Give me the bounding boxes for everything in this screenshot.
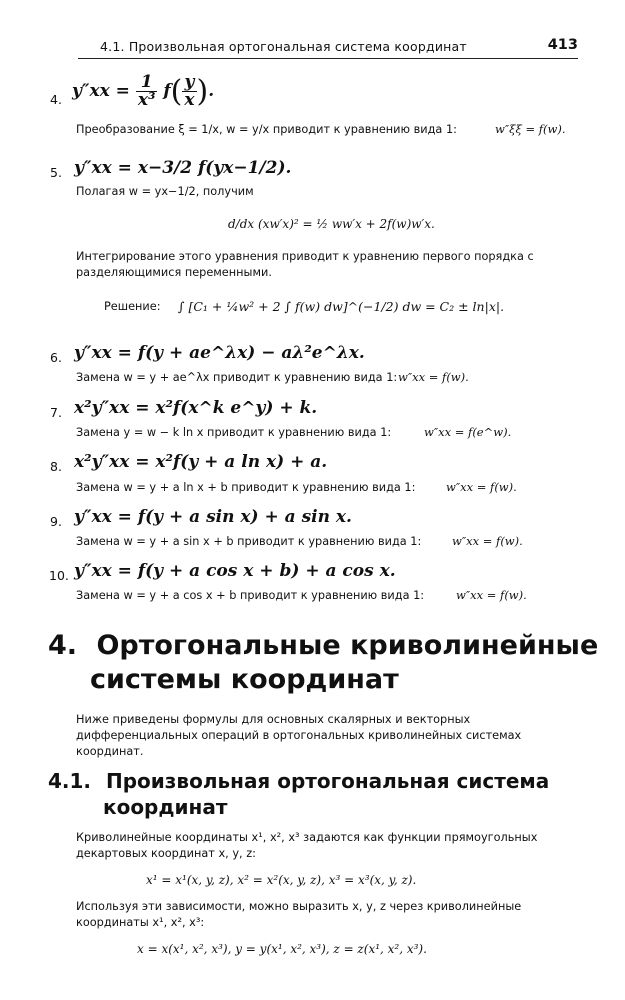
paragraph: Интегрирование этого уравнения приводит к уравнению первого порядка с разделяющимися переменными. <box>76 250 534 279</box>
reduced-equation: w″xx = f(w). <box>456 588 527 602</box>
substitution-note: Преобразование ξ = 1/x, w = y/x приводит к уравнению вида 1: <box>76 123 457 136</box>
reduced-equation: w″xx = f(w). <box>398 370 469 384</box>
substitution-note: Замена w = y + ae^λx приводит к уравнению вида 1: <box>76 371 398 384</box>
inner-fraction <box>182 74 196 109</box>
equation-7: x²y″xx = x²f(x^k e^y) + k. <box>74 398 318 418</box>
substitution-note: Замена w = y + a cos x + b приводит к уравнению вида 1: <box>76 589 425 602</box>
equation-5: y″xx = x−3/2 f(yx−1/2). <box>74 158 292 178</box>
reduced-equation: w″xx = f(e^w). <box>424 425 512 439</box>
substitution-note: Замена w = y + a sin x + b приводит к уравнению вида 1: <box>76 535 422 548</box>
equation-4 <box>72 74 214 118</box>
fraction <box>136 74 158 109</box>
section-title-line-2: координат <box>103 795 228 819</box>
running-header-title: 4.1. Произвольная ортогональная система координат <box>100 39 467 54</box>
paragraph: Криволинейные координаты x¹, x², x³ задаются как функции прямоугольных декартовых координат x, y, z: <box>76 831 538 860</box>
paragraph: Используя эти зависимости, можно выразить x, y, z через криволинейные координаты x¹, x², x³: <box>76 900 522 929</box>
equation-number: 4. <box>50 92 62 107</box>
section-number: 4.1. <box>48 769 92 793</box>
chapter-title-line-1: Ортогональные криволинейные <box>96 630 599 661</box>
inner-denominator: x <box>184 90 195 110</box>
equation-6: y″xx = f(y + ae^λx) − aλ²e^λx. <box>74 343 365 363</box>
equation-number: 8. <box>50 459 62 474</box>
right-paren: ) <box>196 74 209 109</box>
chapter-number: 4. <box>48 630 78 661</box>
reduced-equation: w″xx = f(w). <box>446 480 517 494</box>
running-header <box>78 38 578 59</box>
reduced-equation: w″ξξ = f(w). <box>495 122 566 136</box>
function-symbol: f <box>163 81 171 101</box>
inner-numerator: y <box>184 72 195 92</box>
left-paren: ( <box>170 74 183 109</box>
substitution-note: Полагая w = yx−1/2, получим <box>76 185 254 198</box>
equation-10: y″xx = f(y + a cos x + b) + a cos x. <box>74 561 396 581</box>
page-number: 413 <box>547 37 578 53</box>
equation-8: x²y″xx = x²f(y + a ln x) + a. <box>74 452 328 472</box>
fraction-denominator: x³ <box>137 90 156 110</box>
substitution-note: Замена w = y + a ln x + b приводит к уравнению вида 1: <box>76 481 416 494</box>
inverse-coordinate-functions: x = x(x¹, x², x³), y = y(x¹, x², x³), z = z(x¹, x², x³). <box>137 942 427 956</box>
equation-number: 6. <box>50 350 62 365</box>
equation-number: 7. <box>50 405 62 420</box>
coordinate-functions: x¹ = x¹(x, y, z), x² = x²(x, y, z), x³ = x³(x, y, z). <box>146 873 417 887</box>
fraction-numerator: 1 <box>140 72 153 92</box>
equation-lhs: y″xx = <box>72 81 130 101</box>
chapter-intro: Ниже приведены формулы для основных скалярных и векторных дифференциальных операций в ортогональных криволинейных системах координат. <box>76 713 522 758</box>
equation-number: 9. <box>50 514 62 529</box>
reduced-equation: w″xx = f(w). <box>452 534 523 548</box>
chapter-heading <box>48 629 598 663</box>
section-heading <box>48 768 549 794</box>
chapter-title-line-2: системы координат <box>90 664 399 695</box>
equation-9: y″xx = f(y + a sin x) + a sin x. <box>74 507 352 527</box>
section-title-line-1: Произвольная ортогональная система <box>106 769 550 793</box>
equation-number: 5. <box>50 165 62 180</box>
substitution-note: Замена y = w − k ln x приводит к уравнению вида 1: <box>76 426 392 439</box>
equation-end-dot: . <box>208 81 215 101</box>
display-equation: d/dx (xw′x)² = ½ ww′x + 2f(w)w′x. <box>228 217 435 231</box>
solution-label: Решение: <box>104 300 161 313</box>
solution-formula: ∫ [C₁ + ¼w² + 2 ∫ f(w) dw]^(−1/2) dw = C₂ ± ln|x|. <box>178 299 505 314</box>
equation-number: 10. <box>49 568 69 583</box>
